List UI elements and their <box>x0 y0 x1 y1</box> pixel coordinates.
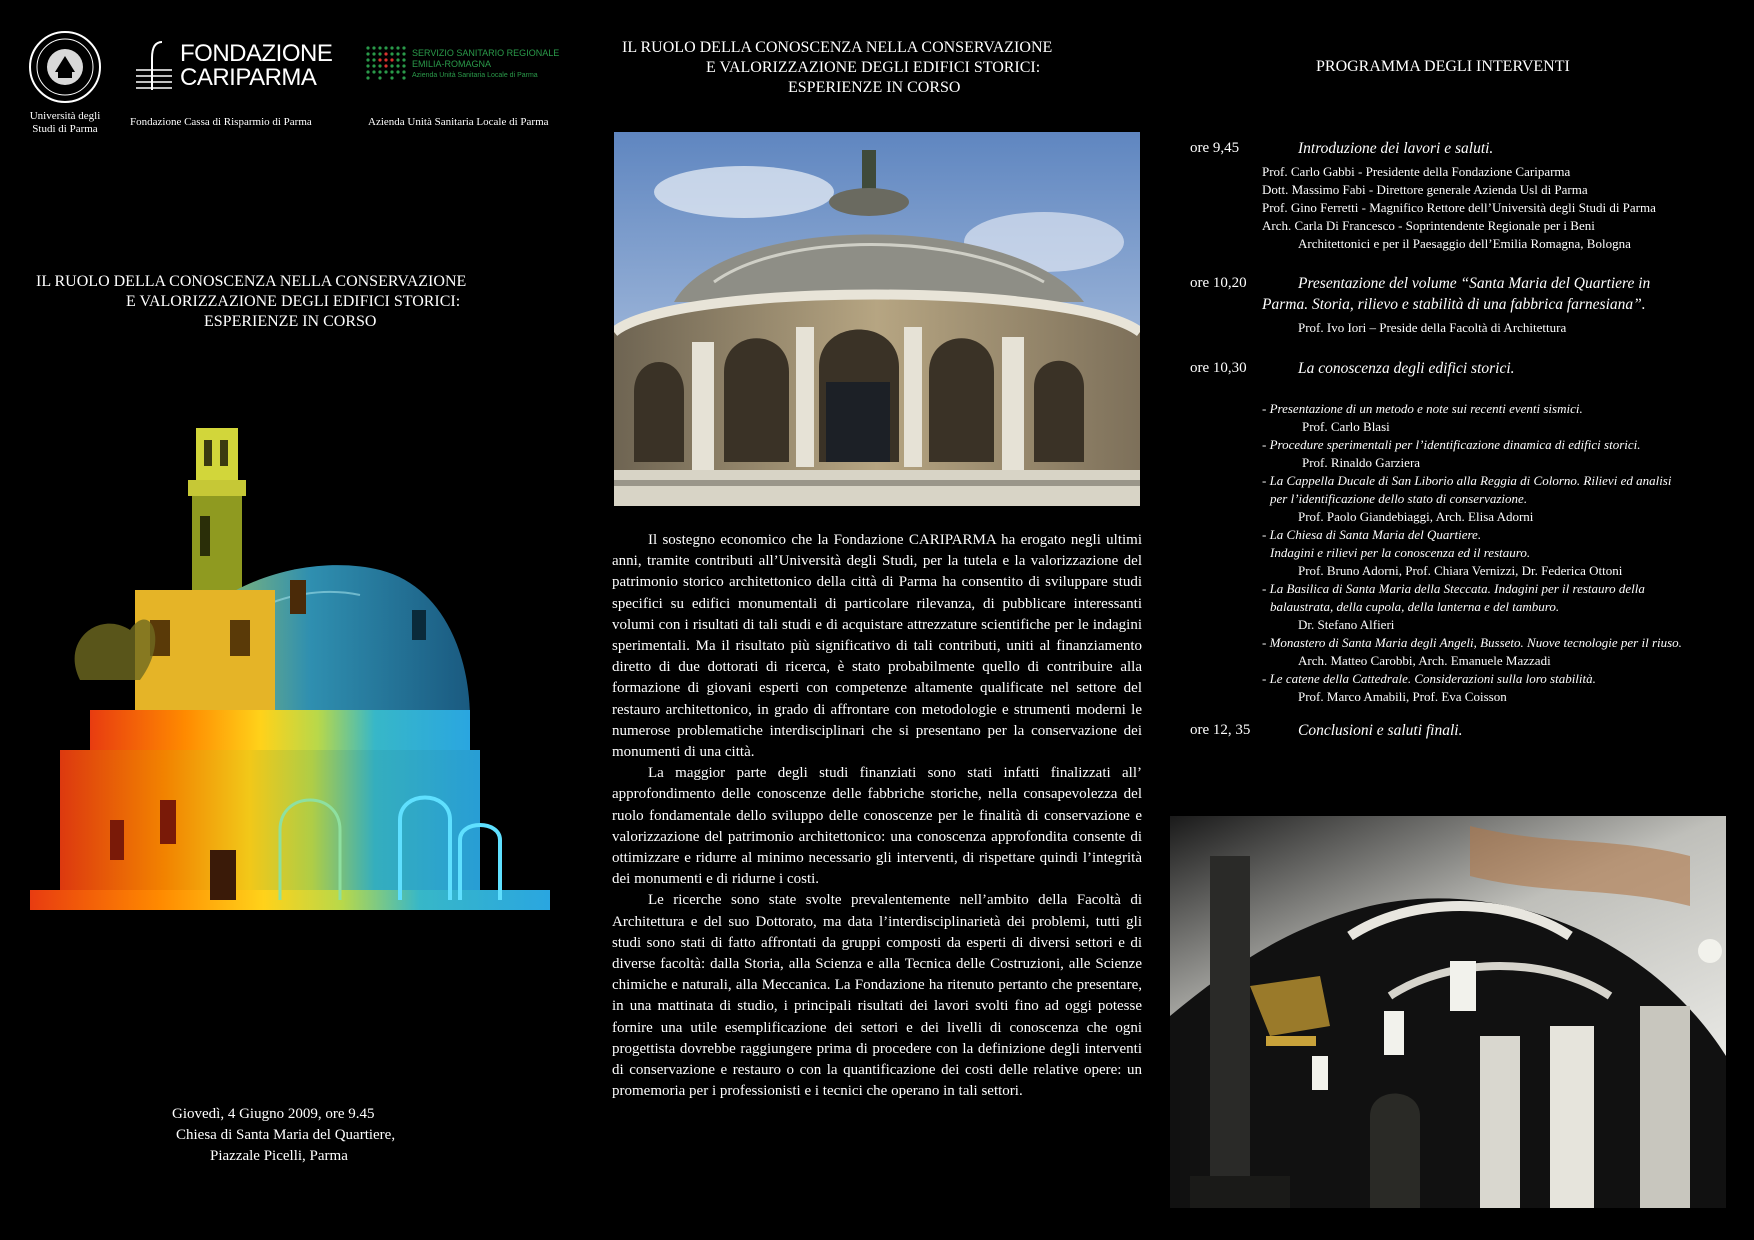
talk-title: - Procedure sperimentali per l’identificazione dinamica di edifici storici. <box>1262 437 1641 452</box>
speaker-line: Prof. Bruno Adorni, Prof. Chiara Vernizzi, Dr. Federica Ottoni <box>1298 563 1623 578</box>
speaker-line: Prof. Marco Amabili, Prof. Eva Coisson <box>1298 689 1507 704</box>
session-time: ore 10,20 <box>1190 275 1247 291</box>
ssr-logo-line3: Azienda Unità Sanitaria Locale di Parma <box>412 72 538 79</box>
speaker-line: Arch. Matteo Carobbi, Arch. Emanuele Mazzadi <box>1298 653 1551 668</box>
event-address: Piazzale Picelli, Parma <box>210 1148 348 1164</box>
event-date: Giovedì, 4 Giugno 2009, ore 9.45 <box>172 1106 375 1122</box>
session-title: Presentazione del volume “Santa Maria del Quartiere in <box>1298 275 1651 292</box>
speaker-line: Prof. Paolo Giandebiaggi, Arch. Elisa Adorni <box>1298 509 1534 524</box>
ausl-caption: Azienda Unità Sanitaria Locale di Parma <box>368 116 549 128</box>
body-paragraph: Le ricerche sono state svolte prevalentemente nell’ambito della Facoltà di Architettura e del suo Dottorato, ma data l’interdisciplinarietà dei problemi, tutti gli studi sono stati di fatto affrontati da gruppi composti da esperti di diversi settori e di diverse facoltà: dalla Storia, alla Scienza e alla Tecnica delle Costruzioni, alle Scienze chimiche e naturali, alla Meccanica. La Fondazione ha ritenuto pertanto che presentare, in una mattinata di studio, i principali risultati dei lavori svolti fino ad oggi potesse fornire una utile esemplificazione dei settori e dei livelli di conoscenza che ogni progettista dovrebbe raggiungere prima di procedere con la definizione degli interventi di conservazione e restauro o con la quantificazione dei costi delle relative opere: un promemoria per i professionisti e i tecnici che operano in tali settori. <box>612 892 1142 1100</box>
speaker-line: Architettonici e per il Paesaggio dell’Emilia Romagna, Bologna <box>1298 236 1631 251</box>
middle-title: IL RUOLO DELLA CONOSCENZA NELLA CONSERVAZIONE E VALORIZZAZIONE DEGLI EDIFICI STORICI: ESPERIENZE IN CORSO <box>622 39 1053 96</box>
talk-title: - Monastero di Santa Maria degli Angeli, Busseto. Nuove tecnologie per il riuso. <box>1262 635 1682 650</box>
session-time: ore 10,30 <box>1190 360 1247 376</box>
talk-title-cont: Indagini e rilievi per la conoscenza ed il restauro. <box>1270 545 1531 560</box>
talk-title-cont: balaustrata, della cupola, della lanterna e del tamburo. <box>1270 599 1560 614</box>
fondazione-caption: Fondazione Cassa di Risparmio di Parma <box>130 116 312 128</box>
speaker-line: Dr. Stefano Alfieri <box>1298 617 1395 632</box>
speaker-line: Prof. Rinaldo Garziera <box>1302 455 1421 470</box>
intro-body-text <box>612 530 1142 1102</box>
speaker-line: Dott. Massimo Fabi - Direttore generale Azienda Usl di Parma <box>1262 182 1588 197</box>
ssr-logo-line2: EMILIA-ROMAGNA <box>412 59 492 69</box>
talk-title-cont: per l’identificazione dello stato di conservazione. <box>1270 491 1528 506</box>
talk-title: - La Cappella Ducale di San Liborio alla Reggia di Colorno. Rilievi ed analisi <box>1262 473 1672 488</box>
session-title: Conclusioni e saluti finali. <box>1298 722 1463 739</box>
speaker-line: Arch. Carla Di Francesco - Soprintendente Regionale per i Beni <box>1262 218 1595 233</box>
fondazione-logo-text-line2: CARIPARMA <box>180 64 317 91</box>
fondazione-logo-text-line1: FONDAZIONE <box>180 40 333 67</box>
talk-title: - Le catene della Cattedrale. Considerazioni sulla loro stabilità. <box>1262 671 1596 686</box>
left-title: IL RUOLO DELLA CONOSCENZA NELLA CONSERVAZIONE E VALORIZZAZIONE DEGLI EDIFICI STORICI: ESPERIENZE IN CORSO <box>36 273 467 330</box>
speaker-line: Prof. Carlo Gabbi - Presidente della Fondazione Cariparma <box>1262 164 1571 179</box>
body-paragraph: Il sostegno economico che la Fondazione CARIPARMA ha erogato negli ultimi anni, tramite contributi all’Università degli Studi, per la tutela e la valorizzazione del patrimonio storico architettonico della città di Parma ha consentito di sviluppare studi specifici su edifici monumentali di particolare rilevanza, di pubblicare interessanti volumi con i risultati di tali studi e di acquistare attrezzature scientifiche per le indagini sperimentali. Ma il risultato più significativo di tali contributi, uniti al finanziamento diretto di due dottorati di ricerca, è stato probabilmente quello di contribuire alla formazione di giovani esperti con competenze altamente qualificate nel settore del restauro architettonico, in grado di affrontare con metodologie e strumenti moderni le numerose problematiche interdisciplinari che si presentano per la conservazione dei monumenti di una città. <box>612 532 1142 761</box>
church-laser-scan-image <box>0 420 560 1000</box>
session-time: ore 9,45 <box>1190 140 1240 156</box>
speaker-line: Prof. Gino Ferretti - Magnifico Rettore dell’Università degli Studi di Parma <box>1262 200 1656 215</box>
university-seal-logo <box>28 30 102 104</box>
church-interior-photograph <box>1170 816 1726 1208</box>
talk-title: - Presentazione di un metodo e note sui recenti eventi sismici. <box>1262 401 1583 416</box>
programme-title: PROGRAMMA DEGLI INTERVENTI <box>1316 58 1570 75</box>
fondazione-cariparma-logo <box>132 40 332 96</box>
session-title: Introduzione dei lavori e saluti. <box>1298 140 1494 157</box>
ssr-emilia-romagna-logo <box>364 44 574 90</box>
dome-photograph <box>614 132 1140 506</box>
event-place: Chiesa di Santa Maria del Quartiere, <box>176 1127 396 1143</box>
speaker-line: Prof. Carlo Blasi <box>1302 419 1390 434</box>
ssr-logo-line1: SERVIZIO SANITARIO REGIONALE <box>412 48 560 58</box>
session-time: ore 12, 35 <box>1190 722 1251 738</box>
talk-title: - La Basilica di Santa Maria della Steccata. Indagini per il restauro della <box>1262 581 1645 596</box>
body-paragraph: La maggior parte degli studi finanziati sono stati infatti finalizzati all’ approfondimento delle conoscenze delle fabbriche storiche, nella consapevolezza del ruolo fondamentale dello sviluppo delle conoscenze per le finalità di conservazione e valorizzazione del patrimonio architettonico: una conoscenza approfondita consente di ottimizzare e ridurre al minimo necessario gli interventi, di rispettare quindi l’integrità dei monumenti e di ridurne i costi. <box>612 765 1142 888</box>
session-title: La conoscenza degli edifici storici. <box>1298 360 1515 377</box>
session-title-cont: Parma. Storia, rilievo e stabilità di una fabbrica farnesiana”. <box>1262 296 1646 313</box>
university-caption: Università degli Studi di Parma <box>29 110 101 135</box>
speaker-line: Prof. Ivo Iori – Preside della Facoltà di Architettura <box>1298 320 1567 335</box>
talk-title: - La Chiesa di Santa Maria del Quartiere. <box>1262 527 1482 542</box>
